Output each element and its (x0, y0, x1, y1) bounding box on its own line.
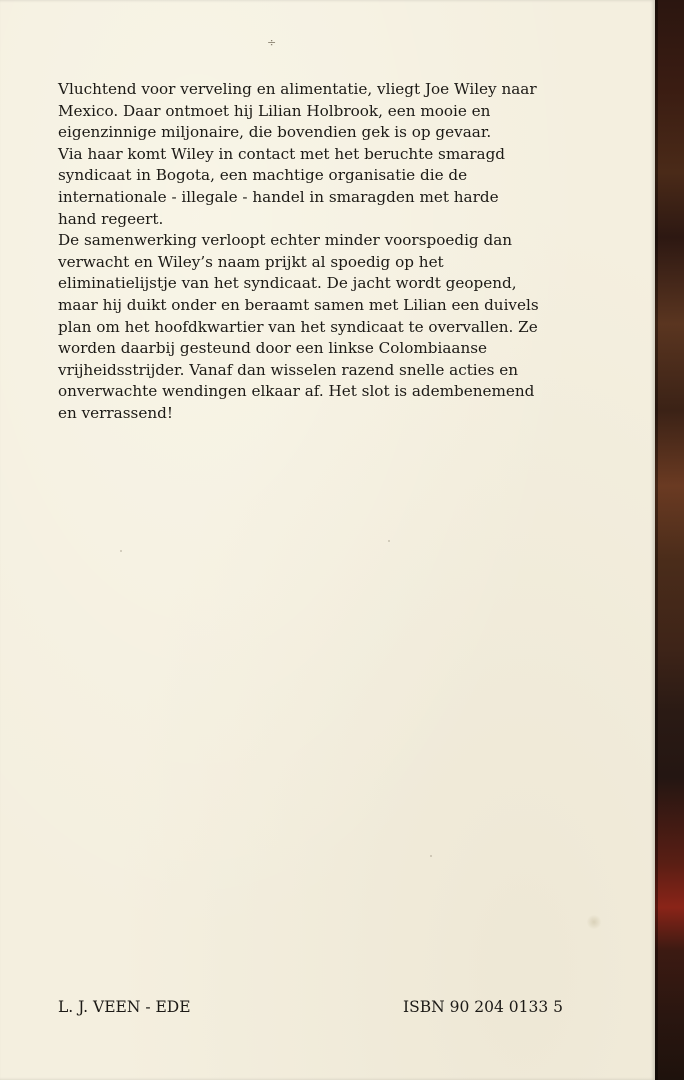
blurb-line: Vluchtend voor verveling en alimentatie, vliegt Joe Wiley naar (58, 80, 537, 98)
blurb-line: maar hij duikt onder en beraamt samen met Lilian een duivels (58, 295, 539, 314)
blurb-line: eigenzinnige miljonaire, die bovendien gek is op gevaar. (58, 123, 492, 142)
blurb-line: worden daarbij gesteund door een linkse Colombiaanse (58, 339, 488, 358)
paper-speck (120, 550, 122, 552)
paper-stain (586, 915, 602, 929)
blurb-line: onverwachte wendingen elkaar af. Het slot is adembenemend (58, 382, 535, 401)
blurb-line: De samenwerking verloopt echter minder voorspoedig dan (58, 231, 513, 250)
blurb-line: internationale - illegale - handel in smaragden met harde (58, 187, 499, 206)
paper-speck (430, 855, 432, 857)
blurb-line: hand regeert. (58, 209, 164, 228)
book-spine-edge (655, 0, 684, 1080)
blurb-line: Mexico. Daar ontmoet hij Lilian Holbrook, een mooie en (58, 101, 491, 120)
paper-speck (388, 540, 390, 542)
blurb-text (58, 79, 578, 425)
blurb-line: eliminatielijstje van het syndicaat. De jacht wordt geopend, (58, 274, 517, 293)
blurb-line: vrijheidsstrijder. Vanaf dan wisselen razend snelle acties en (58, 360, 519, 379)
isbn-number: ISBN 90 204 0133 5 (402, 998, 563, 1016)
publisher-imprint: L. J. VEEN - EDE (58, 998, 191, 1016)
page-mark: ÷ (267, 36, 278, 49)
blurb-line: verwacht en Wiley’s naam prijkt al spoedig op het (58, 252, 444, 271)
blurb-line: plan om het hoofdkwartier van het syndicaat te overvallen. Ze (58, 317, 538, 336)
blurb-line: Via haar komt Wiley in contact met het beruchte smaragd (58, 144, 506, 163)
blurb-line: syndicaat in Bogota, een machtige organisatie die de (58, 166, 468, 185)
blurb-line: en verrassend! (58, 403, 173, 422)
